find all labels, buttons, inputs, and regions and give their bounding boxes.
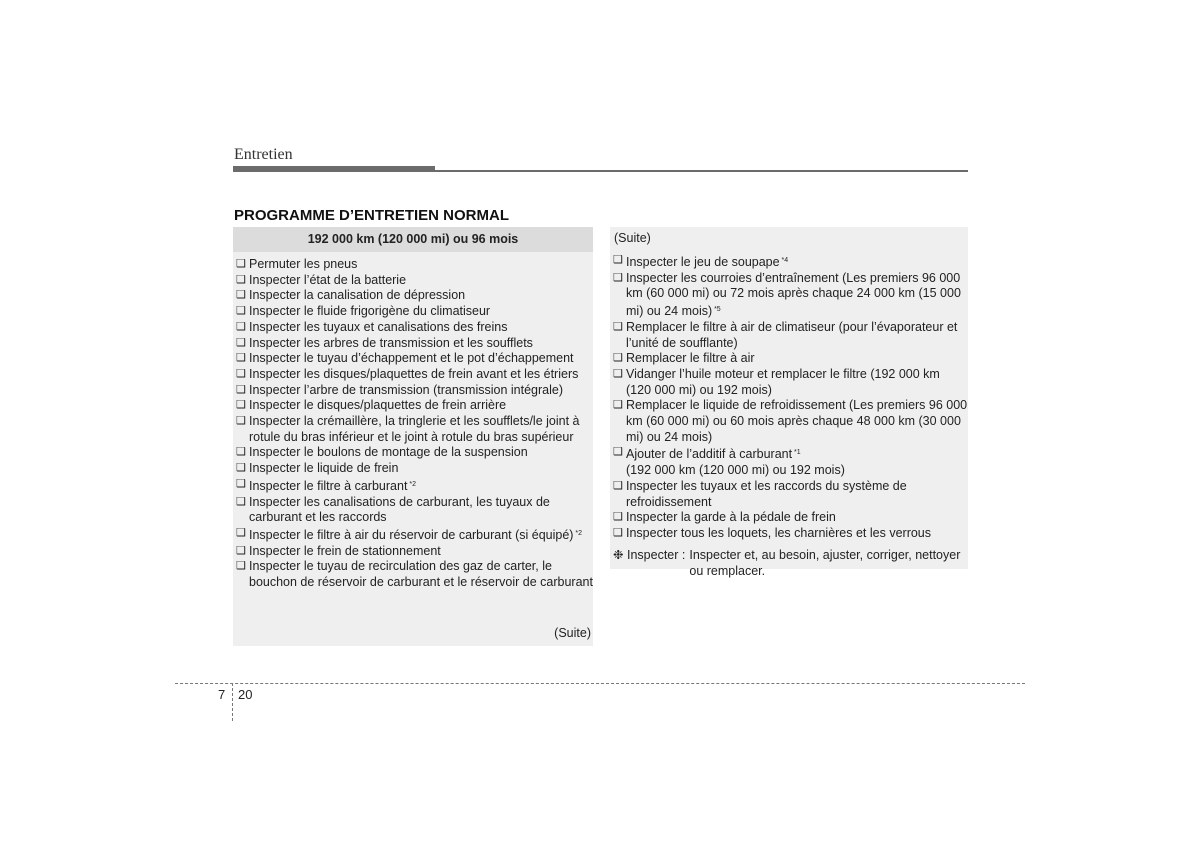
checklist-item-text: Inspecter le frein de stationnement <box>249 543 441 558</box>
checklist-item <box>613 398 968 445</box>
checkbox-icon: ❑ <box>613 254 623 266</box>
checklist-item-text: Inspecter le jeu de soupape $^{*4}$ <box>626 255 789 269</box>
checklist-item-text: Inspecter les canalisations de carburant, les tuyaux de carburant et les raccords <box>249 494 550 525</box>
checklist-item <box>236 495 594 526</box>
checkbox-icon: ❑ <box>613 479 623 492</box>
section-title: PROGRAMME D’ENTRETIEN NORMAL <box>234 207 509 224</box>
chapter-number: 7 <box>218 687 226 702</box>
checkbox-icon: ❑ <box>236 336 246 349</box>
checklist-item-text: Remplacer le filtre à air <box>626 351 755 366</box>
checklist-item <box>236 304 594 320</box>
checkbox-icon: ❑ <box>613 320 623 333</box>
footnote-ref: *5 <box>712 306 721 314</box>
checklist-item-text: Inspecter le tuyau d’échappement et le pot d’échappement <box>249 351 574 366</box>
checkbox-icon: ❑ <box>236 258 246 270</box>
inspect-note <box>613 548 968 579</box>
left-panel-heading: 192 000 km (120 000 mi) ou 96 mois <box>233 227 593 252</box>
checklist-item <box>613 271 968 320</box>
checklist-item <box>236 336 594 352</box>
checkbox-icon: ❑ <box>613 511 623 524</box>
checkbox-icon: ❑ <box>236 544 246 557</box>
checklist-item <box>236 273 594 289</box>
checklist-item-text: Vidanger l’huile moteur et remplacer le filtre (192 000 km (120 000 mi) ou 192 mois) <box>626 366 940 397</box>
checklist-item-text: Inspecter la canalisation de dépression <box>249 288 466 303</box>
checklist-item-text: Permuter les pneus <box>249 257 358 271</box>
checklist-item-text: Inspecter les tuyaux et canalisations des freins <box>249 319 508 334</box>
checklist-item <box>236 351 594 367</box>
checklist-item-text: Inspecter la garde à la pédale de frein <box>626 510 836 525</box>
checklist-item-text: Inspecter le fluide frigorigène du climatiseur <box>249 304 491 319</box>
checklist-item-text: Inspecter les tuyaux et les raccords du système de refroidissement <box>626 478 907 509</box>
note-definition: Inspecter et, au besoin, ajuster, corriger, nettoyer ou remplacer. <box>689 548 961 578</box>
checklist-item <box>236 461 594 477</box>
checklist-item <box>613 526 968 542</box>
right-maintenance-panel <box>610 227 968 578</box>
checklist-item <box>236 383 594 399</box>
checklist-item-text: Inspecter le filtre à air du réservoir de carburant (si équipé) $^{*2}$ <box>249 527 583 542</box>
checkbox-icon: ❑ <box>236 383 246 396</box>
left-checklist <box>236 257 594 591</box>
checklist-item <box>236 526 594 544</box>
checklist-item-text: Inspecter l’arbre de transmission (transmission intégrale) <box>249 382 564 397</box>
footnote-ref: *2 <box>573 529 583 537</box>
note-label: Inspecter : <box>627 548 686 562</box>
checklist-item <box>613 445 968 478</box>
checklist-item <box>236 257 594 273</box>
right-checklist <box>613 253 968 542</box>
checklist-item <box>236 398 594 414</box>
checklist-item-text: Inspecter le filtre à carburant $^{*2}$ <box>249 478 416 493</box>
footer-rule <box>175 683 1025 684</box>
checkbox-icon: ❑ <box>613 526 623 539</box>
checklist-item-text: Inspecter le disques/plaquettes de frein arrière <box>249 398 507 413</box>
checkbox-icon: ❑ <box>613 367 623 380</box>
footer-vertical-rule <box>232 683 233 721</box>
checkbox-icon: ❑ <box>236 495 246 508</box>
checklist-item-text: Remplacer le filtre à air de climatiseur (pour l’évaporateur et l’unité de soufflante) <box>626 319 958 350</box>
checkbox-icon: ❑ <box>236 273 246 286</box>
checkbox-icon: ❑ <box>236 399 246 412</box>
footnote-ref: *4 <box>779 257 789 264</box>
checkbox-icon: ❑ <box>236 526 246 539</box>
checklist-item-text: Remplacer le liquide de refroidissement (Les premiers 96 000 km (60 000 mi) ou 60 mois après chaque 48 000 km (30 000 mi) ou 24 mois) <box>626 398 968 444</box>
checkbox-icon: ❑ <box>613 352 623 365</box>
checklist-item <box>236 288 594 304</box>
checklist-item-text: Inspecter l’état de la batterie <box>249 272 407 287</box>
checklist-item <box>236 477 594 495</box>
checkbox-icon: ❑ <box>613 271 623 284</box>
header-rule-thick <box>233 166 435 172</box>
checkbox-icon: ❑ <box>236 446 246 459</box>
checklist-item-text: Inspecter le liquide de frein <box>249 461 399 476</box>
checklist-item <box>613 351 968 367</box>
checkbox-icon: ❑ <box>613 446 623 459</box>
checklist-item-text: Inspecter tous les loquets, les charnières et les verrous <box>626 525 932 540</box>
checkbox-icon: ❑ <box>236 289 246 302</box>
right-suite-label: (Suite) <box>614 231 651 245</box>
checklist-item <box>613 253 968 271</box>
checklist-item-text: Inspecter le tuyau de recirculation des gaz de carter, le bouchon de réservoir de carburant et le réservoir de carburant <box>249 559 593 590</box>
checklist-item <box>613 320 968 351</box>
checkbox-icon: ❑ <box>236 462 246 475</box>
checkbox-icon: ❑ <box>236 560 246 573</box>
checklist-item-text: Inspecter la crémaillère, la tringlerie et les soufflets/le joint à rotule du bras inférieur et le joint à rotule du bras supérieur <box>249 414 580 444</box>
checklist-item <box>613 479 968 510</box>
checkbox-icon: ❑ <box>236 477 246 490</box>
checkbox-icon: ❑ <box>236 320 246 333</box>
checkbox-icon: ❑ <box>236 415 246 428</box>
header-rule-thin <box>435 170 968 172</box>
footnote-ref: *2 <box>407 480 416 488</box>
checklist-item <box>236 414 594 445</box>
checkbox-icon: ❑ <box>236 352 246 365</box>
note-symbol-icon: ❉ <box>613 548 624 562</box>
left-maintenance-panel <box>233 227 593 646</box>
checkbox-icon: ❑ <box>236 367 246 380</box>
page-number: 20 <box>238 687 253 702</box>
checklist-item-text: Inspecter les arbres de transmission et les soufflets <box>249 335 533 350</box>
page-header-title: Entretien <box>234 146 293 163</box>
checklist-item-text: Inspecter le boulons de montage de la suspension <box>249 445 528 460</box>
checklist-item <box>613 367 968 398</box>
checklist-item <box>236 544 594 560</box>
checklist-item <box>236 559 594 590</box>
left-suite-label: (Suite) <box>554 626 591 640</box>
checkbox-icon: ❑ <box>613 399 623 412</box>
checklist-item <box>613 510 968 526</box>
checklist-item-text: Inspecter les courroies d’entraînement (Les premiers 96 000 km (60 000 mi) ou 72 mois après chaque 24 000 km (15 000 mi) ou 24 mois) $^{*5}$ <box>626 270 961 319</box>
checklist-item <box>236 320 594 336</box>
checklist-item <box>236 445 594 461</box>
checklist-item <box>236 367 594 383</box>
checklist-item-text: Ajouter de l’additif à carburant $^{*1}$ (192 000 km (120 000 mi) ou 192 mois) <box>626 447 845 478</box>
checkbox-icon: ❑ <box>236 305 246 318</box>
checklist-item-text: Inspecter les disques/plaquettes de frein avant et les étriers <box>249 366 579 381</box>
footnote-ref: *1 <box>792 449 801 457</box>
